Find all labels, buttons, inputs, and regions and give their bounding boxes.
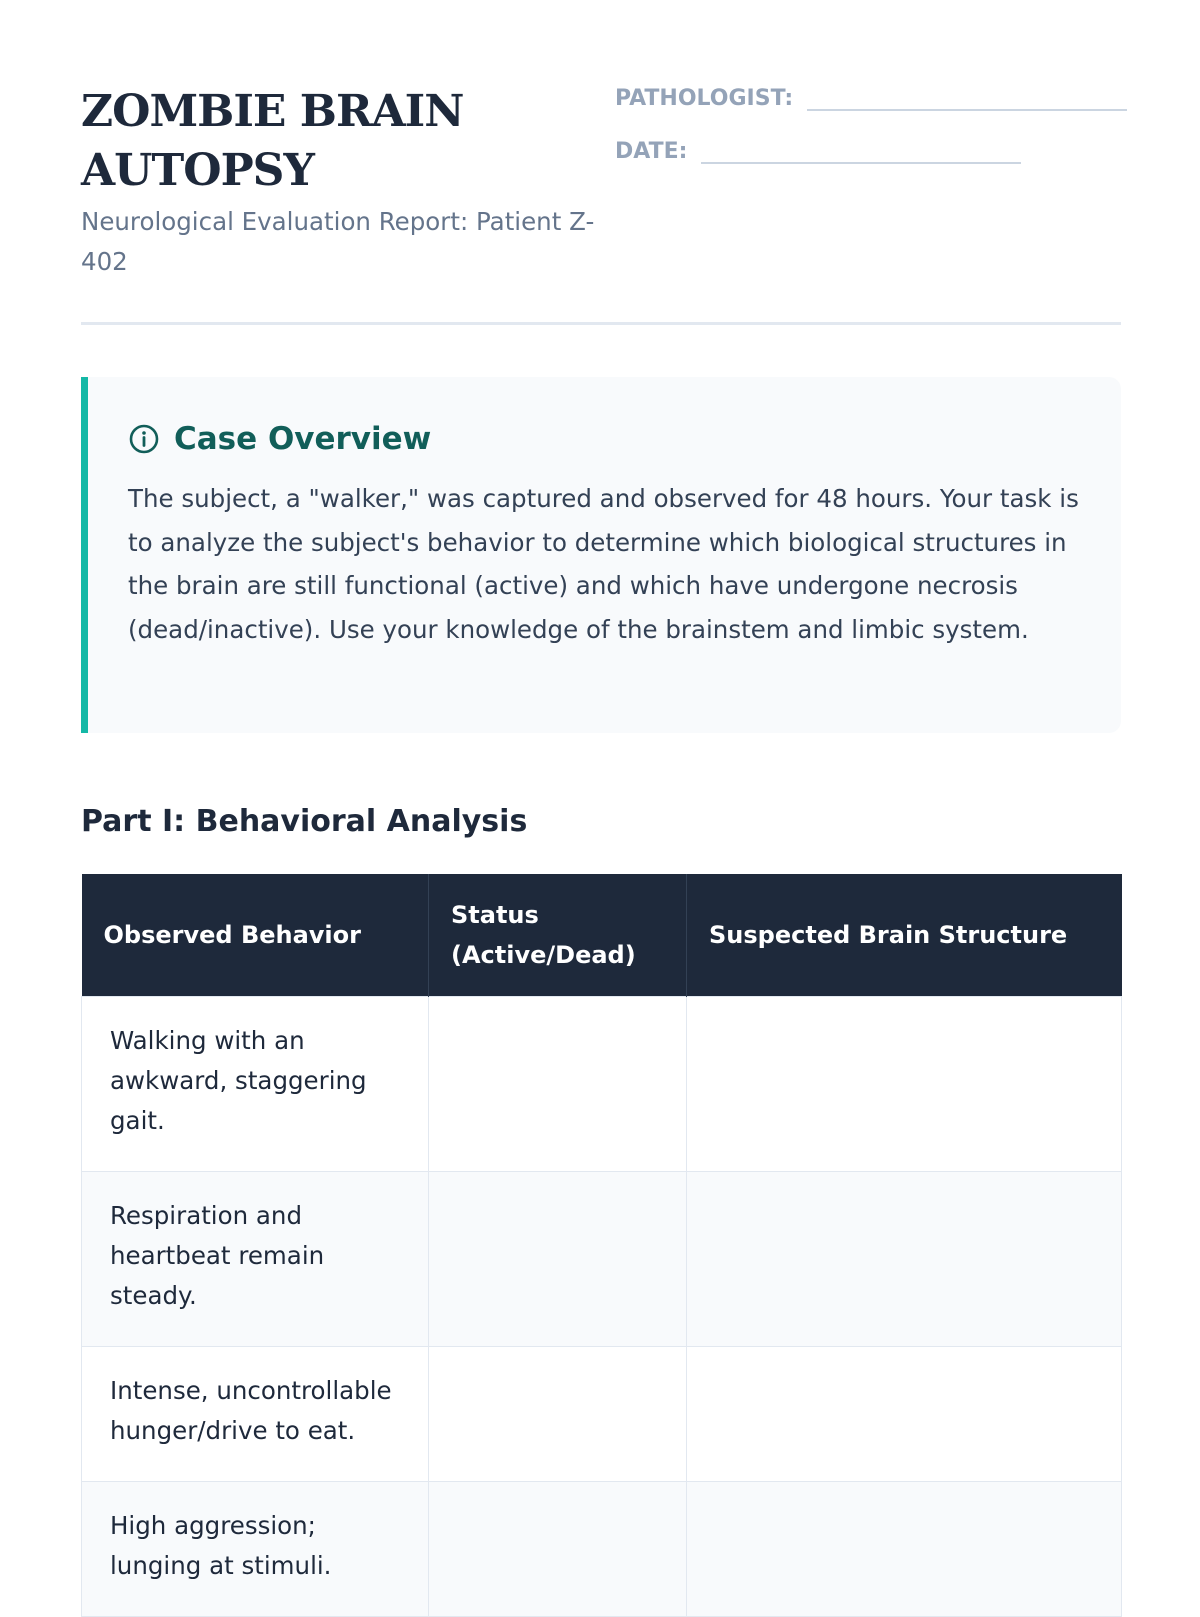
info-circle-icon (128, 423, 160, 455)
column-header-brain-structure: Suspected Brain Structure (687, 874, 1122, 997)
status-cell[interactable] (429, 997, 687, 1172)
worksheet-page (81, 0, 1121, 1580)
report-header (81, 0, 1121, 325)
part-1-heading: Part I: Behavioral Analysis (81, 804, 528, 839)
status-cell[interactable] (429, 1172, 687, 1347)
pathologist-input-line[interactable] (807, 109, 1127, 111)
table-row (82, 997, 1122, 1172)
behavior-cell: High aggression; lunging at stimuli. (82, 1482, 429, 1617)
case-overview-box (81, 377, 1121, 733)
page-subtitle: Neurological Evaluation Report: Patient Z-402 (81, 207, 595, 276)
behavior-cell: Walking with an awkward, staggering gait. (82, 997, 429, 1172)
pathologist-label: PATHOLOGIST: (615, 86, 794, 111)
structure-cell[interactable] (687, 1347, 1122, 1482)
column-header-status: Status (Active/Dead) (429, 874, 687, 997)
behavioral-analysis-table (81, 874, 1122, 1617)
case-overview-text: The subject, a "walker," was captured and observed for 48 hours. Your task is to analyze the subject's behavior to determine which biological structures in the brain are still functional (active) and which have undergone necrosis (dead/inactive). Use your knowledge of the brainstem and limbic system. (128, 484, 1079, 644)
status-cell[interactable] (429, 1347, 687, 1482)
column-header-observed-behavior: Observed Behavior (82, 874, 429, 997)
structure-cell[interactable] (687, 1172, 1122, 1347)
page-title: ZOMBIE BRAIN AUTOPSY (81, 86, 464, 196)
table-header-row (82, 874, 1122, 997)
case-overview-title: Case Overview (174, 421, 432, 457)
structure-cell[interactable] (687, 997, 1122, 1172)
table-row (82, 1482, 1122, 1617)
structure-cell[interactable] (687, 1482, 1122, 1617)
date-input-line[interactable] (701, 162, 1021, 164)
status-cell[interactable] (429, 1482, 687, 1617)
table-row (82, 1347, 1122, 1482)
behavior-cell: Respiration and heartbeat remain steady. (82, 1172, 429, 1347)
case-overview-header (128, 419, 431, 459)
pathologist-field (615, 85, 1127, 113)
date-label: DATE: (615, 139, 688, 164)
behavior-cell: Intense, uncontrollable hunger/drive to eat. (82, 1347, 429, 1482)
date-field (615, 138, 1021, 166)
table-row (82, 1172, 1122, 1347)
